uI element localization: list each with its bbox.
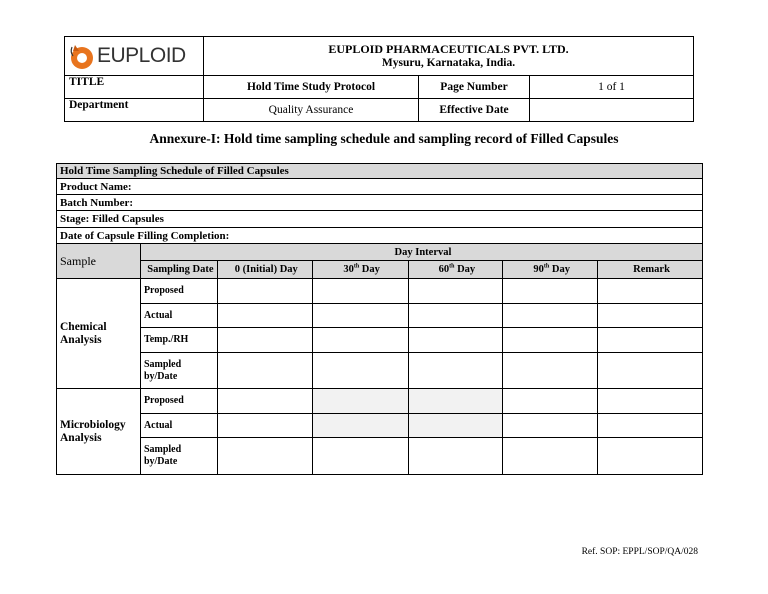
department-value: Quality Assurance (204, 99, 419, 122)
title-label: TITLE (65, 76, 204, 99)
table-cell[interactable] (217, 353, 312, 389)
table-row (57, 438, 703, 475)
row-label: Actual (140, 304, 217, 328)
table-row (57, 353, 703, 389)
microbiology-analysis-label: Microbiology Analysis (57, 389, 141, 475)
table-cell[interactable] (312, 353, 408, 389)
table-cell[interactable] (503, 304, 598, 328)
page-number-value: 1 of 1 (530, 76, 694, 99)
logo-text: EUPLOID (97, 44, 186, 67)
sop-reference: Ref. SOP: EPPL/SOP/QA/028 (581, 547, 698, 557)
table-cell[interactable] (217, 414, 312, 438)
chemical-analysis-label: Chemical Analysis (57, 279, 141, 389)
table-cell[interactable] (598, 389, 703, 414)
section-title: Hold Time Sampling Schedule of Filled Capsules (57, 164, 703, 179)
table-cell[interactable] (598, 353, 703, 389)
document-header (64, 36, 694, 122)
table-cell[interactable] (503, 279, 598, 304)
table-cell[interactable] (312, 438, 408, 475)
filling-completion-row: Date of Capsule Filling Completion: (57, 228, 703, 244)
table-cell[interactable] (503, 389, 598, 414)
company-name: EUPLOID PHARMACEUTICALS PVT. LTD. (328, 42, 569, 56)
table-cell[interactable] (408, 438, 503, 475)
row-label: Proposed (140, 279, 217, 304)
department-label: Department (65, 99, 204, 122)
logo-cell (65, 37, 204, 76)
col-day-90: 90th Day (503, 261, 598, 279)
table-cell[interactable] (503, 414, 598, 438)
annexure-title: Annexure-I: Hold time sampling schedule and sampling record of Filled Capsules (149, 131, 619, 146)
product-name-row: Product Name: (57, 179, 703, 195)
effective-date-value (530, 99, 694, 122)
logo-mark-icon (69, 42, 95, 70)
table-row (57, 389, 703, 414)
company-address: Mysuru, Karnataka, India. (381, 57, 516, 69)
table-row (57, 304, 703, 328)
day-interval-header: Day Interval (140, 244, 702, 261)
table-cell[interactable] (408, 328, 503, 353)
table-cell[interactable] (598, 279, 703, 304)
row-label: Temp./RH (140, 328, 217, 353)
stage-row: Stage: Filled Capsules (57, 211, 703, 228)
table-row (57, 328, 703, 353)
table-cell[interactable] (598, 304, 703, 328)
col-sampling-date: Sampling Date (140, 261, 217, 279)
page-number-label: Page Number (419, 76, 530, 99)
table-cell[interactable] (598, 438, 703, 475)
table-cell[interactable] (408, 353, 503, 389)
table-cell[interactable] (503, 328, 598, 353)
table-row (57, 414, 703, 438)
table-cell[interactable] (217, 304, 312, 328)
table-cell[interactable] (217, 328, 312, 353)
table-cell[interactable] (217, 438, 312, 475)
col-day-0: 0 (Initial) Day (217, 261, 312, 279)
batch-number-row: Batch Number: (57, 195, 703, 211)
table-row (57, 279, 703, 304)
table-cell[interactable] (408, 304, 503, 328)
effective-date-label: Effective Date (419, 99, 530, 122)
na-cell (312, 414, 408, 438)
row-label: Actual (140, 414, 217, 438)
company-info (204, 37, 694, 76)
table-cell[interactable] (503, 353, 598, 389)
table-cell[interactable] (312, 328, 408, 353)
table-cell[interactable] (217, 279, 312, 304)
table-cell[interactable] (408, 279, 503, 304)
table-cell[interactable] (598, 328, 703, 353)
row-label: Sampled by/Date (140, 353, 217, 389)
row-label: Sampled by/Date (140, 438, 217, 475)
table-cell[interactable] (217, 389, 312, 414)
col-day-30: 30th Day (312, 261, 408, 279)
na-cell (408, 414, 503, 438)
row-label: Proposed (140, 389, 217, 414)
col-day-60: 60th Day (408, 261, 503, 279)
na-cell (312, 389, 408, 414)
table-cell[interactable] (312, 279, 408, 304)
sampling-schedule-table (56, 163, 703, 475)
sample-header: Sample (57, 244, 141, 279)
table-cell[interactable] (598, 414, 703, 438)
col-remark: Remark (598, 261, 703, 279)
table-cell[interactable] (503, 438, 598, 475)
title-value: Hold Time Study Protocol (204, 76, 419, 99)
company-logo (65, 42, 203, 70)
na-cell (408, 389, 503, 414)
table-cell[interactable] (312, 304, 408, 328)
